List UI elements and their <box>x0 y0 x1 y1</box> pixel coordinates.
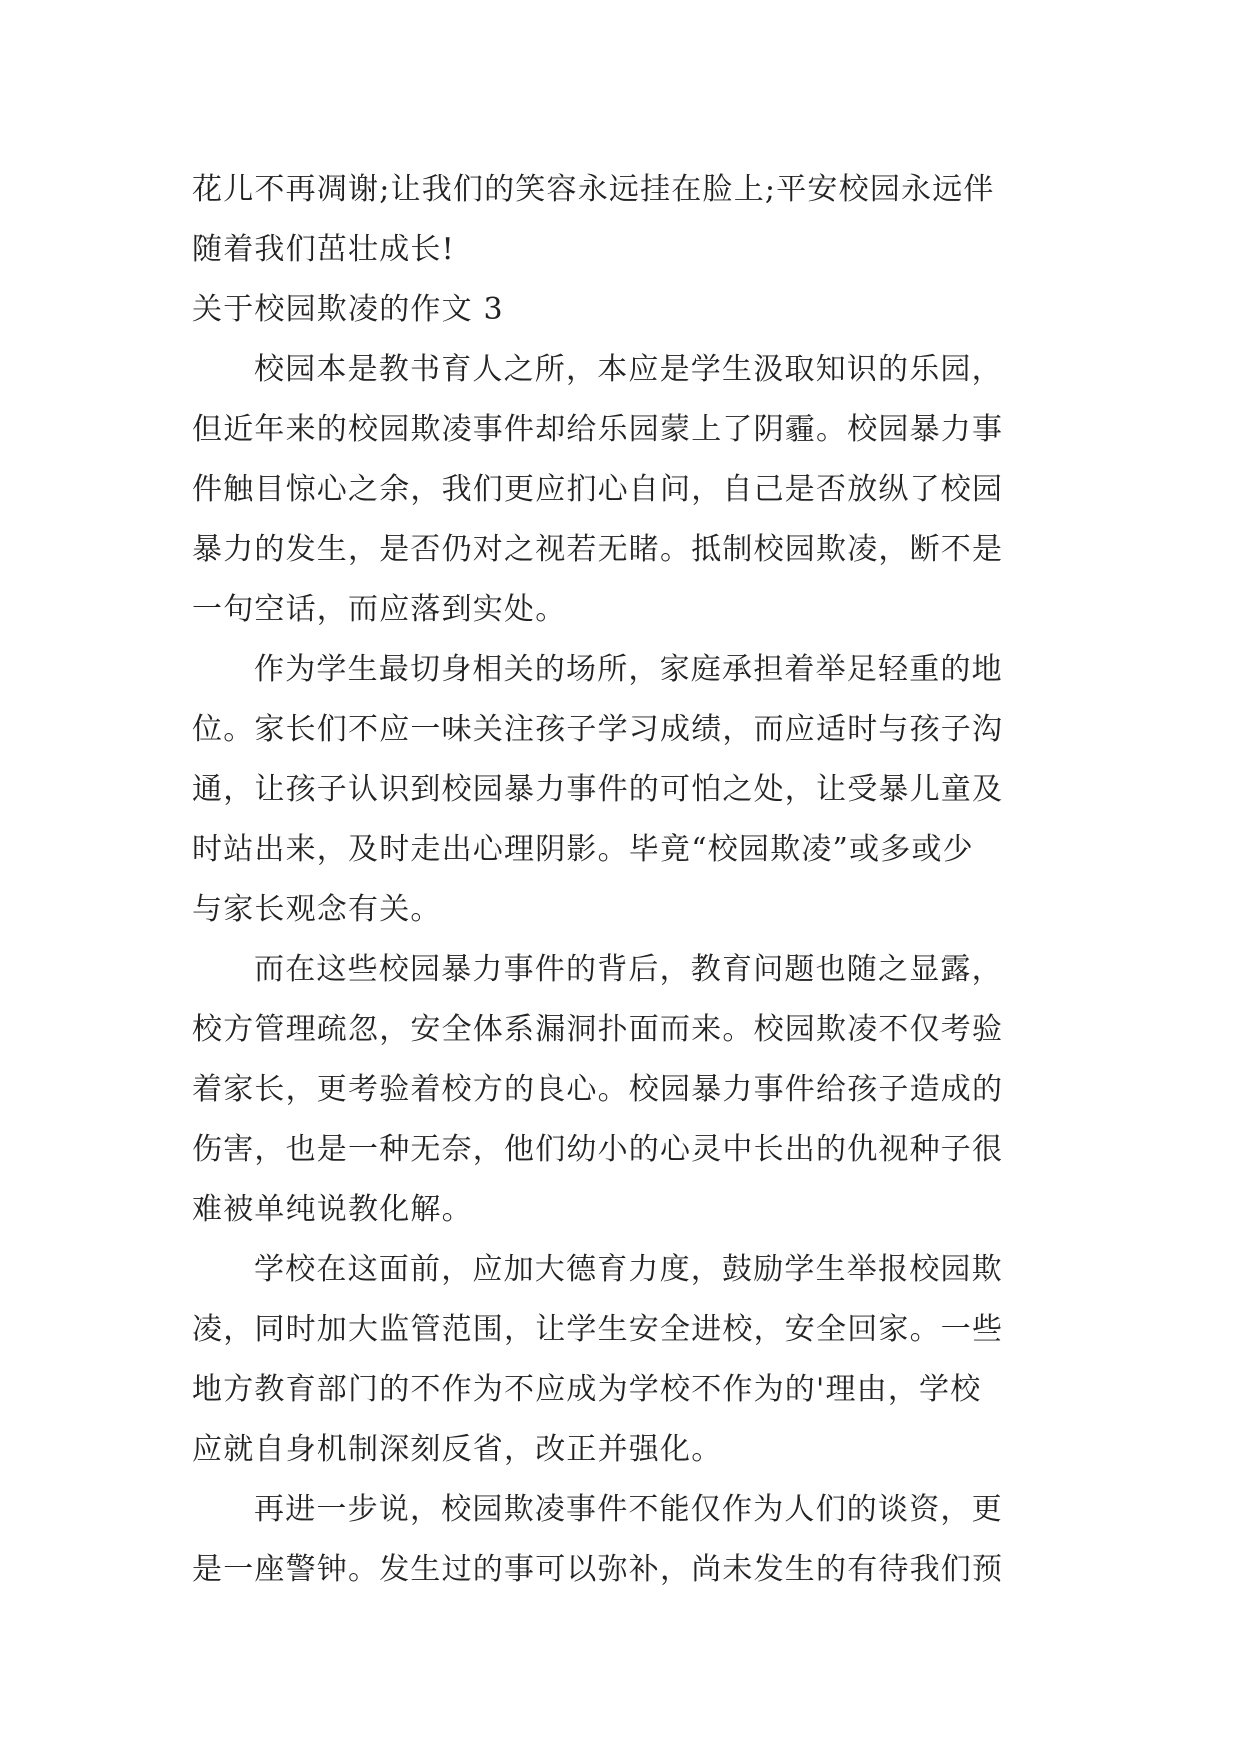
text-line: 但近年来的校园欺凌事件却给乐园蒙上了阴霾。校园暴力事 <box>192 412 1004 447</box>
text-line: 校方管理疏忽，安全体系漏洞扑面而来。校园欺凌不仅考验 <box>192 1012 1004 1047</box>
text-line: 学校在这面前，应加大德育力度，鼓励学生举报校园欺 <box>254 1252 1003 1287</box>
text-line: 是一座警钟。发生过的事可以弥补，尚未发生的有待我们预 <box>192 1552 1004 1587</box>
text-line: 一句空话，而应落到实处。 <box>192 592 567 627</box>
text-line: 校园本是教书育人之所，本应是学生汲取知识的乐园， <box>254 352 1003 387</box>
text-line: 与家长观念有关。 <box>192 892 442 927</box>
text-line: 暴力的发生，是否仍对之视若无睹。抵制校园欺凌，断不是 <box>192 532 1004 567</box>
text-line: 而在这些校园暴力事件的背后，教育问题也随之显露， <box>254 952 1003 987</box>
text-line: 作为学生最切身相关的场所，家庭承担着举足轻重的地 <box>254 652 1003 687</box>
text-line: 凌，同时加大监管范围，让学生安全进校，安全回家。一些 <box>192 1312 1004 1347</box>
text-line: 着家长，更考验着校方的良心。校园暴力事件给孩子造成的 <box>192 1072 1004 1107</box>
text-line: 随着我们茁壮成长! <box>192 232 455 267</box>
text-line: 伤害，也是一种无奈，他们幼小的心灵中长出的仇视种子很 <box>192 1132 1004 1167</box>
text-line: 时站出来，及时走出心理阴影。毕竟“校园欺凌”或多或少 <box>192 832 974 867</box>
text-line: 位。家长们不应一味关注孩子学习成绩，而应适时与孩子沟 <box>192 712 1004 747</box>
text-line: 地方教育部门的不作为不应成为学校不作为的'理由，学校 <box>192 1372 982 1407</box>
text-line: 难被单纯说教化解。 <box>192 1192 473 1227</box>
text-line: 花儿不再凋谢;让我们的笑容永远挂在脸上;平安校园永远伴 <box>192 172 995 207</box>
section-heading: 关于校园欺凌的作文 3 <box>192 292 504 327</box>
text-line: 应就自身机制深刻反省，改正并强化。 <box>192 1432 723 1467</box>
text-line: 再进一步说，校园欺凌事件不能仅作为人们的谈资，更 <box>254 1492 1003 1527</box>
document-body <box>192 160 1062 1600</box>
text-line: 通，让孩子认识到校园暴力事件的可怕之处，让受暴儿童及 <box>192 772 1004 807</box>
text-line: 件触目惊心之余，我们更应扪心自问，自己是否放纵了校园 <box>192 472 1004 507</box>
